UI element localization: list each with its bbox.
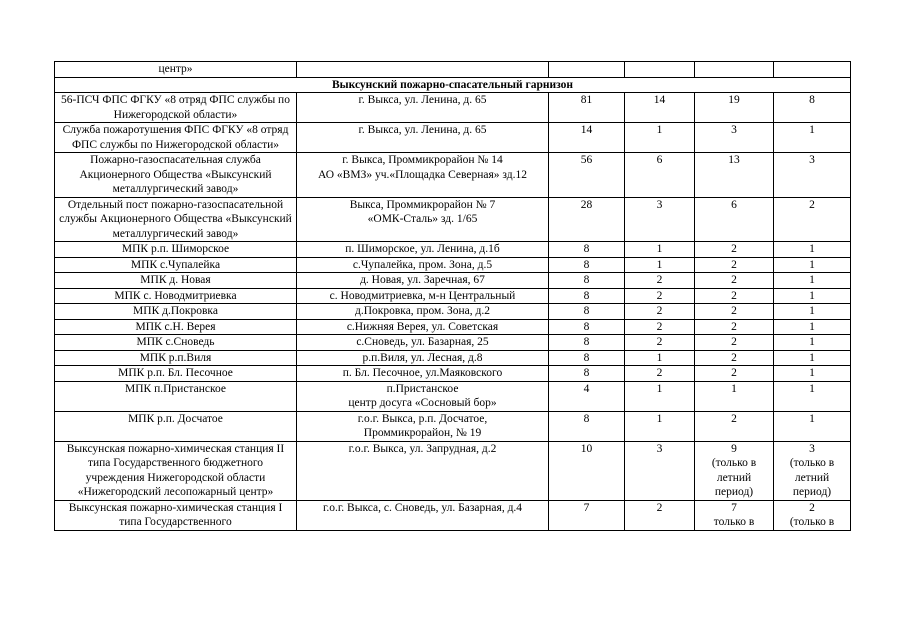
table-row [55,335,851,351]
unit-name-cell: Пожарно-газоспасательная служба Акционерного Общества «Выксунский металлургический завод» [55,153,297,198]
table-row [55,62,851,78]
shift-cell: 1 [774,288,851,304]
crew-cell: 9 (только в летний период) [695,441,774,500]
vehicles-cell: 14 [625,93,695,123]
table-row [55,319,851,335]
unit-name-cell: МПК д. Новая [55,273,297,289]
personnel-cell: 7 [549,500,625,530]
address-cell: г.о.г. Выкса, ул. Запрудная, д.2 [297,441,549,500]
unit-name-cell: МПК р.п. Досчатое [55,411,297,441]
crew-cell: 7 только в [695,500,774,530]
unit-name-cell: Выксунская пожарно-химическая станция II типа Государственного бюджетного учреждения Нижегородской области «Нижегородский лесопожарный центр» [55,441,297,500]
personnel-cell: 10 [549,441,625,500]
crew-cell: 13 [695,153,774,198]
table-row [55,273,851,289]
shift-cell: 2 (только в [774,500,851,530]
address-cell: г.о.г. Выкса, р.п. Досчатое, Проммикрорайон, № 19 [297,411,549,441]
address-cell: с.Нижняя Верея, ул. Советская [297,319,549,335]
crew-cell: 6 [695,197,774,242]
personnel-cell: 8 [549,411,625,441]
address-cell: с. Новодмитриевка, м-н Центральный [297,288,549,304]
address-cell: с.Чупалейка, пром. Зона, д.5 [297,257,549,273]
personnel-cell: 8 [549,257,625,273]
shift-cell: 2 [774,197,851,242]
personnel-cell: 4 [549,381,625,411]
vehicles-cell: 1 [625,350,695,366]
vehicles-cell: 3 [625,441,695,500]
vehicles-cell: 1 [625,242,695,258]
table-row [55,366,851,382]
shift-cell: 1 [774,257,851,273]
crew-cell: 2 [695,273,774,289]
crew-cell: 19 [695,93,774,123]
address-cell: п. Шиморское, ул. Ленина, д.1б [297,242,549,258]
vehicles-cell: 1 [625,257,695,273]
personnel-cell: 28 [549,197,625,242]
crew-cell: 3 [695,123,774,153]
vehicles-cell: 2 [625,500,695,530]
vehicles-cell: 3 [625,197,695,242]
personnel-cell: 81 [549,93,625,123]
vehicles-cell: 2 [625,335,695,351]
table-row [55,441,851,500]
shift-cell: 3 (только в летний период) [774,441,851,500]
vehicles-cell: 2 [625,366,695,382]
unit-name-cell: МПК д.Покровка [55,304,297,320]
crew-cell: 2 [695,257,774,273]
shift-cell: 1 [774,366,851,382]
personnel-cell [549,62,625,78]
unit-name-cell: 56-ПСЧ ФПС ФГКУ «8 отряд ФПС службы по Нижегородской области» [55,93,297,123]
unit-name-cell: Выксунская пожарно-химическая станция I типа Государственного [55,500,297,530]
table-row [55,500,851,530]
unit-name-cell: МПК с. Новодмитриевка [55,288,297,304]
shift-cell: 1 [774,411,851,441]
unit-name-cell: Служба пожаротушения ФПС ФГКУ «8 отряд ФПС службы по Нижегородской области» [55,123,297,153]
table-row [55,257,851,273]
table-body [55,62,851,531]
address-cell: г.о.г. Выкса, с. Сноведь, ул. Базарная, д.4 [297,500,549,530]
garrison-table [54,61,851,531]
crew-cell: 2 [695,288,774,304]
crew-cell: 2 [695,242,774,258]
crew-cell: 2 [695,319,774,335]
unit-name-cell: МПК р.п. Бл. Песочное [55,366,297,382]
shift-cell [774,62,851,78]
address-cell: д.Покровка, пром. Зона, д.2 [297,304,549,320]
shift-cell: 1 [774,242,851,258]
vehicles-cell: 1 [625,123,695,153]
shift-cell: 1 [774,304,851,320]
unit-name-cell: МПК с.Чупалейка [55,257,297,273]
shift-cell: 1 [774,350,851,366]
personnel-cell: 8 [549,242,625,258]
address-cell: с.Сноведь, ул. Базарная, 25 [297,335,549,351]
address-cell: д. Новая, ул. Заречная, 67 [297,273,549,289]
section-title: Выксунский пожарно-спасательный гарнизон [55,77,851,93]
section-header-row [55,77,851,93]
table-row [55,242,851,258]
table-row [55,304,851,320]
vehicles-cell: 1 [625,381,695,411]
unit-name-cell: МПК р.п. Шиморское [55,242,297,258]
shift-cell: 3 [774,153,851,198]
personnel-cell: 8 [549,335,625,351]
unit-name-cell: Отдельный пост пожарно-газоспасательной службы Акционерного Общества «Выксунский металлургический завод» [55,197,297,242]
unit-name-cell: МПК с.Сноведь [55,335,297,351]
shift-cell: 1 [774,273,851,289]
vehicles-cell: 2 [625,304,695,320]
table-row [55,411,851,441]
crew-cell: 1 [695,381,774,411]
address-cell: г. Выкса, Проммикрорайон № 14 АО «ВМЗ» уч.«Площадка Северная» зд.12 [297,153,549,198]
personnel-cell: 8 [549,319,625,335]
vehicles-cell: 2 [625,288,695,304]
shift-cell: 1 [774,123,851,153]
address-cell: р.п.Виля, ул. Лесная, д.8 [297,350,549,366]
table-row [55,197,851,242]
table-row [55,123,851,153]
vehicles-cell: 1 [625,411,695,441]
crew-cell: 2 [695,411,774,441]
unit-name-cell: МПК с.Н. Верея [55,319,297,335]
crew-cell: 2 [695,350,774,366]
table-row [55,153,851,198]
vehicles-cell: 2 [625,319,695,335]
personnel-cell: 14 [549,123,625,153]
address-cell [297,62,549,78]
personnel-cell: 56 [549,153,625,198]
unit-name-cell: МПК р.п.Виля [55,350,297,366]
address-cell: п. Бл. Песочное, ул.Маяковского [297,366,549,382]
table-row [55,381,851,411]
unit-name-cell: центр» [55,62,297,78]
address-cell: Выкса, Проммикрорайон № 7 «ОМК-Сталь» зд. 1/65 [297,197,549,242]
personnel-cell: 8 [549,273,625,289]
personnel-cell: 8 [549,288,625,304]
personnel-cell: 8 [549,304,625,320]
crew-cell: 2 [695,335,774,351]
vehicles-cell: 6 [625,153,695,198]
table-row [55,93,851,123]
table-row [55,288,851,304]
address-cell: г. Выкса, ул. Ленина, д. 65 [297,123,549,153]
crew-cell: 2 [695,304,774,320]
shift-cell: 1 [774,335,851,351]
unit-name-cell: МПК п.Пристанское [55,381,297,411]
address-cell: п.Пристанское центр досуга «Сосновый бор» [297,381,549,411]
shift-cell: 8 [774,93,851,123]
table-row [55,350,851,366]
shift-cell: 1 [774,381,851,411]
vehicles-cell [625,62,695,78]
personnel-cell: 8 [549,350,625,366]
personnel-cell: 8 [549,366,625,382]
address-cell: г. Выкса, ул. Ленина, д. 65 [297,93,549,123]
shift-cell: 1 [774,319,851,335]
crew-cell [695,62,774,78]
crew-cell: 2 [695,366,774,382]
vehicles-cell: 2 [625,273,695,289]
